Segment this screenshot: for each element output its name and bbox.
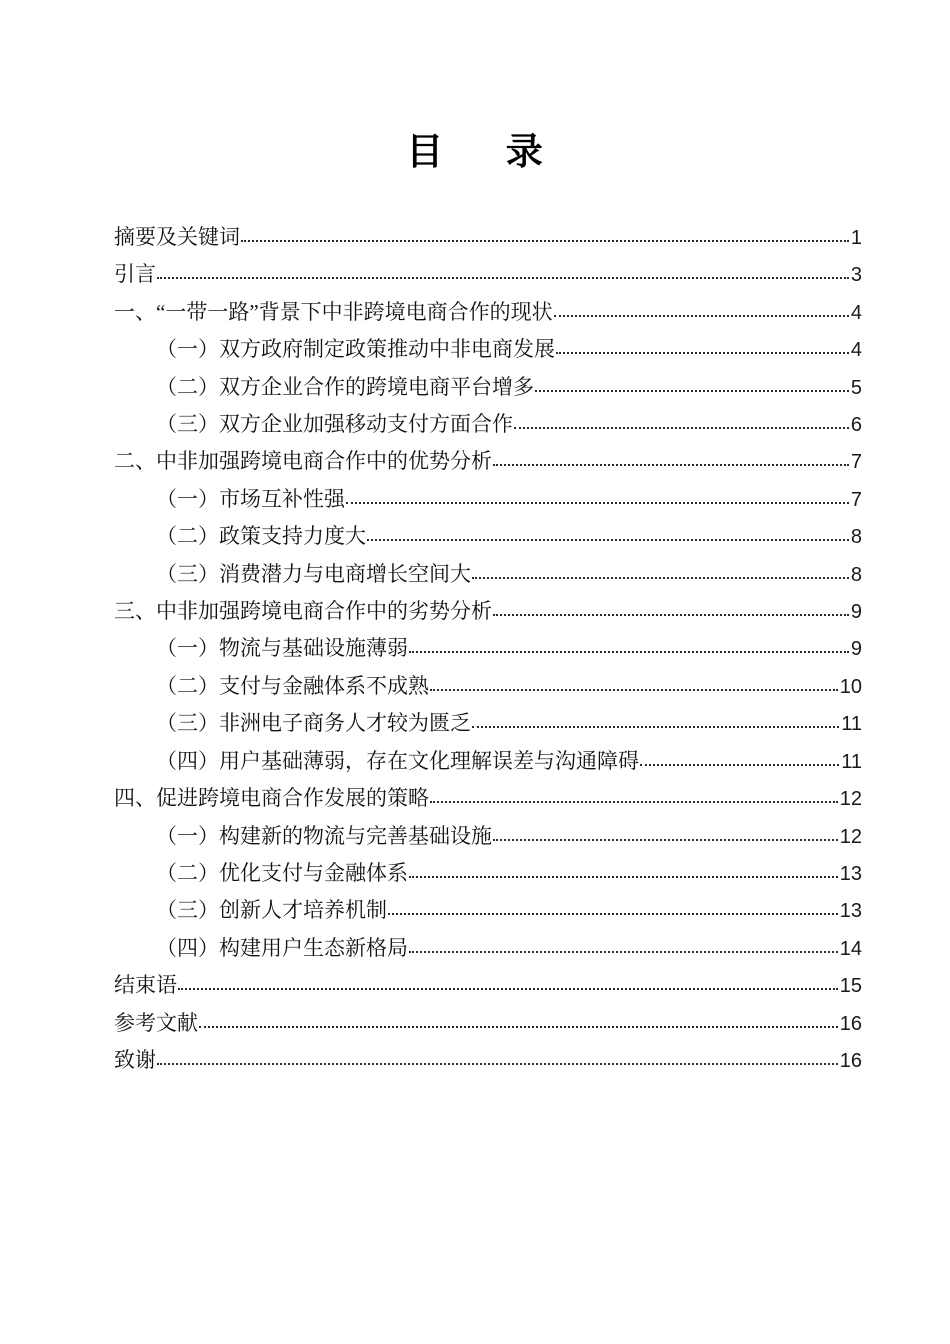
toc-entry[interactable] (114, 331, 862, 368)
toc-entry[interactable] (114, 967, 862, 1004)
toc-entry-label: （一）双方政府制定政策推动中非电商发展 (156, 337, 555, 362)
toc-entry[interactable] (114, 593, 862, 630)
dot-leader (367, 539, 849, 541)
toc-entry[interactable] (114, 630, 862, 667)
toc-entry-label: （三）非洲电子商务人才较为匮乏 (156, 711, 471, 736)
toc-entry-label: （二）双方企业合作的跨境电商平台增多 (156, 374, 534, 399)
toc-entry-page: 13 (839, 862, 862, 885)
dot-leader (346, 502, 849, 504)
toc-entry-page: 4 (850, 339, 862, 362)
toc-entry-label: （二）政策支持力度大 (156, 524, 366, 549)
dot-leader (640, 764, 839, 766)
toc-entry-label: （三）双方企业加强移动支付方面合作 (156, 412, 513, 437)
toc-entry[interactable] (114, 1005, 862, 1042)
toc-entry-label: （四）用户基础薄弱，存在文化理解误差与沟通障碍 (156, 748, 639, 773)
toc-entry-page: 15 (839, 975, 862, 998)
toc-entry-label: （三）消费潜力与电商增长空间大 (156, 561, 471, 586)
toc-entry-label: （一）市场互补性强 (156, 486, 345, 511)
dot-leader (472, 726, 839, 728)
toc-entry-page: 3 (850, 264, 862, 287)
dot-leader (493, 839, 838, 841)
dot-leader (514, 427, 849, 429)
toc-entry-label: （四）构建用户生态新格局 (156, 935, 408, 960)
toc-title: 目 录 (406, 132, 544, 173)
toc-entry[interactable] (114, 369, 862, 406)
toc-entry[interactable] (114, 1042, 862, 1079)
dot-leader (409, 951, 838, 953)
dot-leader (178, 988, 838, 990)
dot-leader (472, 577, 849, 579)
toc-entry[interactable] (114, 743, 862, 780)
toc-entry[interactable] (114, 780, 862, 817)
dot-leader (556, 352, 849, 354)
toc-entry-page: 11 (841, 713, 862, 736)
toc-entry-label: 一、“一带一路”背景下中非跨境电商合作的现状 (114, 299, 553, 324)
toc-list (114, 219, 862, 1079)
toc-entry-label: 三、中非加强跨境电商合作中的劣势分析 (114, 599, 492, 624)
toc-entry[interactable] (114, 481, 862, 518)
dot-leader (430, 689, 838, 691)
dot-leader (554, 315, 849, 317)
toc-entry-page: 10 (839, 675, 862, 698)
dot-leader (493, 614, 849, 616)
dot-leader (199, 1026, 838, 1028)
dot-leader (241, 240, 849, 242)
toc-entry-label: （一）构建新的物流与完善基础设施 (156, 823, 492, 848)
dot-leader (409, 651, 849, 653)
toc-entry-page: 12 (839, 825, 862, 848)
toc-entry[interactable] (114, 930, 862, 967)
dot-leader (430, 801, 838, 803)
toc-entry-page: 9 (850, 638, 862, 661)
toc-entry[interactable] (114, 892, 862, 929)
toc-entry-page: 4 (850, 301, 862, 324)
toc-entry-page: 12 (839, 788, 862, 811)
toc-entry-page: 5 (850, 376, 862, 399)
toc-entry-label: 二、中非加强跨境电商合作中的优势分析 (114, 449, 492, 474)
toc-entry[interactable] (114, 855, 862, 892)
toc-entry-page: 8 (850, 563, 862, 586)
dot-leader (409, 876, 838, 878)
toc-entry-page: 11 (841, 750, 862, 773)
toc-entry[interactable] (114, 219, 862, 256)
toc-entry-page: 16 (839, 1049, 862, 1072)
toc-entry[interactable] (114, 818, 862, 855)
toc-entry-label: （二）支付与金融体系不成熟 (156, 673, 429, 698)
toc-entry[interactable] (114, 406, 862, 443)
dot-leader (535, 390, 849, 392)
toc-entry-label: 摘要及关键词 (114, 225, 240, 249)
dot-leader (388, 913, 838, 915)
toc-entry[interactable] (114, 668, 862, 705)
dot-leader (157, 1063, 838, 1065)
toc-entry-page: 1 (850, 227, 862, 249)
toc-entry[interactable] (114, 443, 862, 480)
toc-entry-label: 致谢 (114, 1047, 156, 1072)
dot-leader (157, 277, 849, 279)
toc-entry-page: 13 (839, 900, 862, 923)
toc-entry-label: 参考文献 (114, 1010, 198, 1035)
toc-entry-label: （一）物流与基础设施薄弱 (156, 636, 408, 661)
toc-entry-page: 16 (839, 1012, 862, 1035)
toc-entry-page: 7 (850, 451, 862, 474)
toc-entry-page: 7 (850, 488, 862, 511)
toc-entry[interactable] (114, 256, 862, 293)
toc-entry[interactable] (114, 705, 862, 742)
toc-entry-page: 6 (850, 414, 862, 437)
dot-leader (493, 464, 849, 466)
toc-entry[interactable] (114, 556, 862, 593)
toc-entry-page: 14 (839, 937, 862, 960)
toc-entry-page: 8 (850, 526, 862, 549)
toc-entry[interactable] (114, 518, 862, 555)
toc-entry-label: 引言 (114, 262, 156, 287)
toc-entry-label: 四、促进跨境电商合作发展的策略 (114, 786, 429, 811)
toc-entry-label: 结束语 (114, 973, 177, 998)
toc-entry-label: （二）优化支付与金融体系 (156, 860, 408, 885)
toc-entry-page: 9 (850, 601, 862, 624)
toc-entry[interactable] (114, 294, 862, 331)
toc-entry-label: （三）创新人才培养机制 (156, 898, 387, 923)
